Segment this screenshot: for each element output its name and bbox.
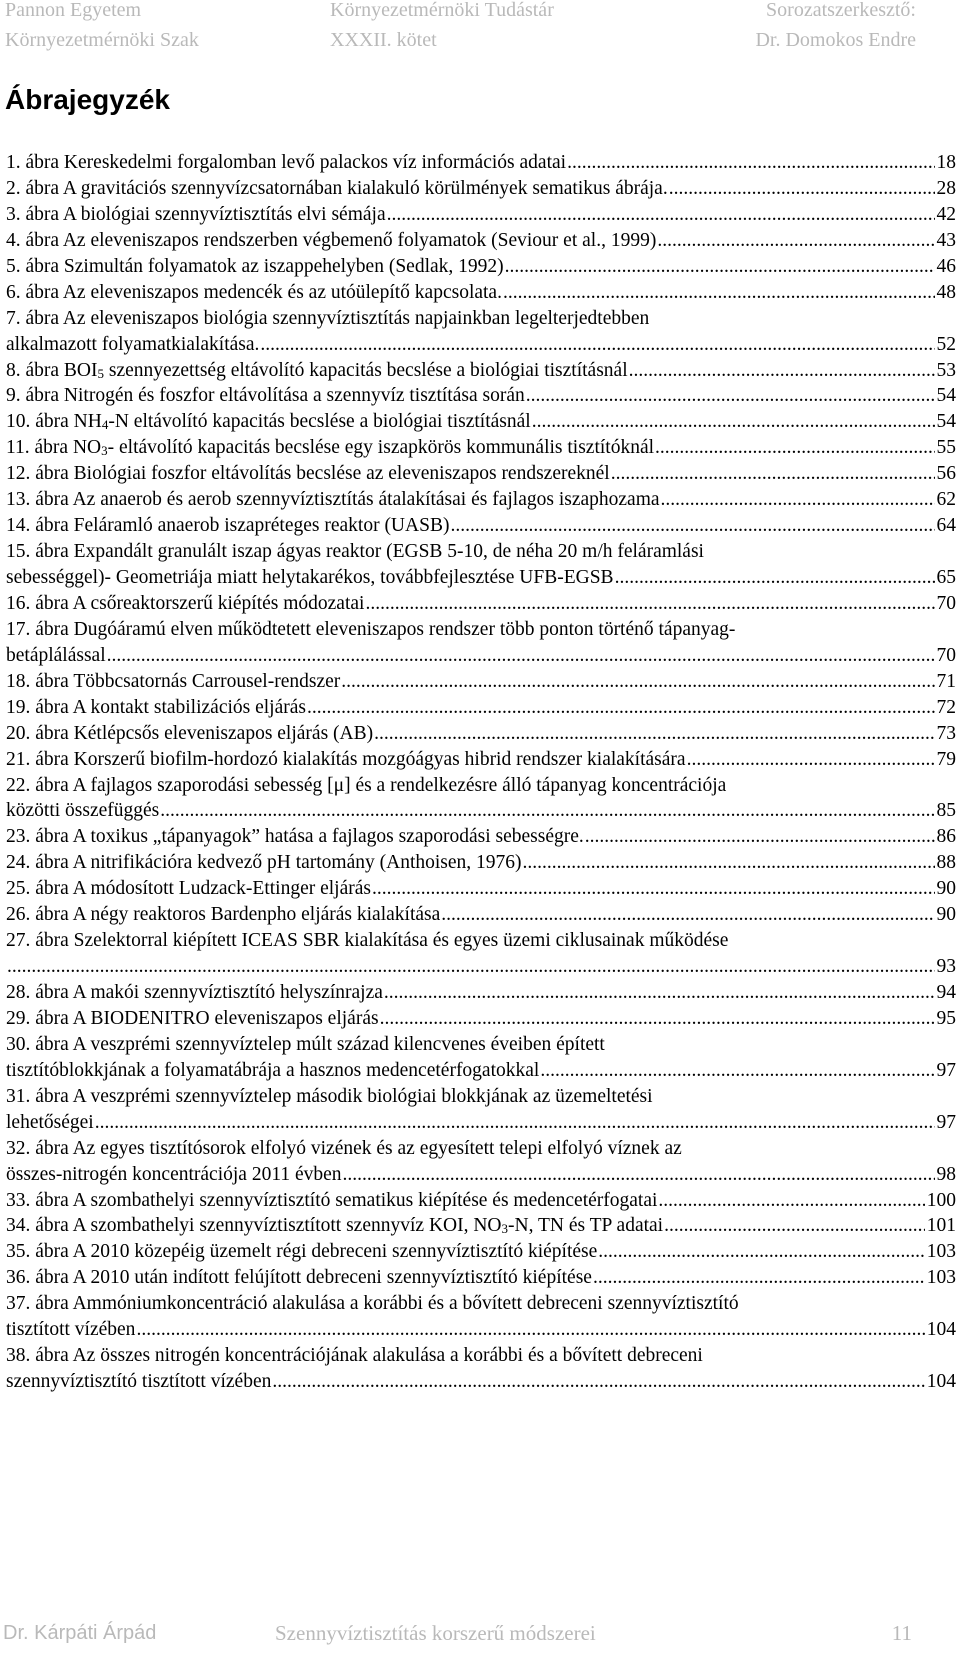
dot-leader xyxy=(629,358,935,384)
dot-leader xyxy=(160,798,934,824)
figure-entry[interactable] xyxy=(6,150,956,176)
dot-leader xyxy=(450,513,934,539)
figure-entry-row xyxy=(6,1058,956,1084)
figure-page-number: 104 xyxy=(926,1371,956,1393)
figure-entry-row xyxy=(6,747,956,773)
figure-entry[interactable] xyxy=(6,280,956,306)
figure-entry-row xyxy=(6,513,956,539)
figure-entry[interactable] xyxy=(6,513,956,539)
figure-entry-text: közötti összefüggés xyxy=(6,800,160,822)
figure-entry-text: sebességgel)- Geometriája miatt helytakarékos, továbbfejlesztése UFB-EGSB xyxy=(6,567,614,588)
figure-page-number: 18 xyxy=(936,152,956,173)
figure-entry-text: lehetőségei xyxy=(6,1111,94,1133)
dot-leader xyxy=(7,954,935,980)
figure-entry-row xyxy=(6,332,956,358)
figure-page-number: 103 xyxy=(926,1267,956,1289)
figure-entry[interactable] xyxy=(6,591,956,617)
figure-entry-text: 9. ábra Nitrogén és foszfor eltávolítása a szennyvíz tisztítása során xyxy=(6,385,525,407)
figure-entry-text: 30. ábra A veszprémi szennyvíztelep múlt század kilencvenes éveiben épített xyxy=(6,1033,605,1055)
figure-entry-row xyxy=(6,176,956,202)
figure-entry-row xyxy=(6,1188,956,1214)
figure-entry[interactable] xyxy=(6,850,956,876)
figure-entry[interactable] xyxy=(6,487,956,513)
figure-entry-row xyxy=(6,1162,956,1188)
dot-leader xyxy=(687,747,935,773)
figure-page-number: 98 xyxy=(936,1163,956,1185)
dot-leader xyxy=(655,435,934,461)
figure-entry[interactable] xyxy=(6,1084,956,1136)
figure-entry-row xyxy=(6,150,956,176)
figure-entry-row xyxy=(6,643,956,669)
figure-page-number: 46 xyxy=(936,255,956,277)
figure-entry-text: 12. ábra Biológiai foszfor eltávolítás becslése az eleveniszapos rendszereknél xyxy=(6,463,610,485)
figure-page-number: 79 xyxy=(936,748,956,770)
figure-entry-text: 33. ábra A szombathelyi szennyvíztisztító sematikus kiépítése és medencetérfogatai xyxy=(6,1189,658,1211)
figure-page-number: 85 xyxy=(936,800,956,822)
figure-entry[interactable] xyxy=(6,409,956,435)
dot-leader xyxy=(372,876,935,902)
figure-entry[interactable] xyxy=(6,461,956,487)
figure-entry-text: 16. ábra A csőreaktorszerű kiépítés módozatai xyxy=(6,592,365,614)
figure-page-number: 72 xyxy=(936,696,956,718)
figure-entry-row xyxy=(6,202,956,228)
figure-entry-text: 34. ábra A szombathelyi szennyvíztisztított szennyvíz KOI, $NO_3-N$, TN és TP adatai xyxy=(6,1215,664,1237)
figure-entry-text: 37. ábra Ammóniumkoncentráció alakulása a korábbi és a bővített debreceni szennyvíztisztító xyxy=(6,1293,739,1315)
figure-page-number: 53 xyxy=(936,359,956,381)
figure-entry[interactable] xyxy=(6,695,956,721)
dot-leader xyxy=(657,228,934,254)
figure-entry[interactable] xyxy=(6,721,956,747)
figure-page-number: 70 xyxy=(936,592,956,614)
figure-page-number: 86 xyxy=(936,826,956,848)
dot-leader xyxy=(95,1110,935,1136)
dot-leader xyxy=(669,176,935,202)
dot-leader xyxy=(526,383,935,409)
figure-page-number: 65 xyxy=(936,567,956,588)
figure-entry-row xyxy=(6,721,956,747)
figure-entry-row xyxy=(6,954,956,980)
figure-page-number: 93 xyxy=(936,956,956,978)
figure-entry-row xyxy=(6,695,956,721)
figure-entry-text: tisztítóblokkjának a folyamatábrája a hasznos medencetérfogatokkal xyxy=(6,1059,540,1081)
figure-entry-text: 32. ábra Az egyes tisztítósorok elfolyó vizének és az egyesített telepi elfolyó víznek az xyxy=(6,1137,682,1159)
figure-entry-row xyxy=(6,383,956,409)
page-title: Ábrajegyzék xyxy=(5,84,170,115)
header-department: Környezetmérnöki Szak xyxy=(5,29,199,51)
page-footer xyxy=(0,1615,960,1651)
figure-page-number: 104 xyxy=(926,1319,956,1341)
dot-leader xyxy=(272,1369,924,1395)
figure-list xyxy=(6,150,956,1395)
footer-author: Dr. Kárpáti Árpád xyxy=(3,1622,157,1644)
figure-entry-row xyxy=(6,487,956,513)
figure-entry[interactable] xyxy=(6,228,956,254)
figure-page-number: 42 xyxy=(936,203,956,225)
dot-leader xyxy=(343,1162,935,1188)
figure-entry-row xyxy=(6,1239,956,1265)
figure-entry-text: 10. ábra $NH_4-N$ eltávolító kapacitás becslése a biológiai tisztításnál xyxy=(6,411,531,433)
figure-entry[interactable] xyxy=(6,1239,956,1265)
figure-entry-text: 4. ábra Az eleveniszapos rendszerben végbemenő folyamatok (Seviour et al., 1999) xyxy=(6,229,657,251)
figure-entry-text: 8. ábra $BOI_5$ szennyezettség eltávolító kapacitás becslése a biológiai tisztításnál xyxy=(6,359,628,381)
figure-entry-text: 6. ábra Az eleveniszapos medencék és az utóülepítő kapcsolata. xyxy=(6,281,502,303)
dot-leader xyxy=(615,565,935,591)
figure-entry-text: tisztított vízében xyxy=(6,1319,136,1341)
figure-entry-row xyxy=(6,461,956,487)
figure-entry-row xyxy=(6,798,956,824)
footer-book-title: Szennyvíztisztítás korszerű módszerei xyxy=(275,1621,596,1645)
figure-entry[interactable] xyxy=(6,306,956,358)
figure-page-number: 101 xyxy=(926,1215,956,1237)
figure-page-number: 55 xyxy=(936,437,956,459)
dot-leader xyxy=(441,902,934,928)
figure-entry-text: 20. ábra Kétlépcsős eleveniszapos eljárás (AB) xyxy=(6,722,374,744)
figure-entry-text: 24. ábra A nitrifikációra kedvező pH tartomány (Anthoisen, 1976) xyxy=(6,852,522,874)
figure-entry-row xyxy=(6,1317,956,1343)
figure-page-number: 100 xyxy=(926,1189,956,1211)
figure-page-number: 94 xyxy=(936,982,956,1003)
figure-entry[interactable] xyxy=(6,1213,956,1239)
dot-leader xyxy=(611,461,935,487)
figure-entry-text: 26. ábra A négy reaktoros Bardenpho eljárás kialakítása xyxy=(6,904,441,926)
figure-entry[interactable] xyxy=(6,176,956,202)
figure-entry-text: 2. ábra A gravitációs szennyvízcsatornában kialakuló körülmények sematikus ábrája. xyxy=(6,177,668,199)
figure-entry-row xyxy=(6,980,956,1006)
figure-entry-row xyxy=(6,824,956,850)
figure-entry[interactable] xyxy=(6,824,956,850)
header-series: Környezetmérnöki Tudástár xyxy=(330,0,554,21)
dot-leader xyxy=(598,1239,924,1265)
figure-page-number: 54 xyxy=(936,411,956,433)
dot-leader xyxy=(661,487,935,513)
figure-entry[interactable] xyxy=(6,1188,956,1214)
header-row-1 xyxy=(0,0,960,25)
figure-entry-row xyxy=(6,409,956,435)
figure-entry-text: 5. ábra Szimultán folyamatok az iszappehelyben (Sedlak, 1992) xyxy=(6,255,504,277)
figure-entry-text: 31. ábra A veszprémi szennyvíztelep második biológiai blokkjának az üzemeltetési xyxy=(6,1085,653,1107)
figure-entry-row xyxy=(6,591,956,617)
figure-entry-row xyxy=(6,1265,956,1291)
figure-entry-text: összes-nitrogén koncentrációja 2011 évben xyxy=(6,1163,342,1185)
figure-entry-text: alkalmazott folyamatkialakítása. xyxy=(6,333,260,355)
figure-entry[interactable] xyxy=(6,876,956,902)
page-header xyxy=(0,0,960,60)
figure-page-number: 52 xyxy=(936,333,956,355)
figure-page-number: 71 xyxy=(936,670,956,692)
figure-page-number: 73 xyxy=(936,722,956,744)
dot-leader xyxy=(505,254,935,280)
figure-entry-row xyxy=(6,1110,956,1136)
figure-entry-text: 15. ábra Expandált granulált iszap ágyas reaktor (EGSB 5-10, de néha 20 m/h feláramlási xyxy=(6,541,704,563)
figure-page-number: 88 xyxy=(936,852,956,874)
dot-leader xyxy=(567,150,934,176)
figure-page-number: 64 xyxy=(936,515,956,537)
figure-entry[interactable] xyxy=(6,435,956,461)
figure-entry-text: 17. ábra Dugóáramú elven működtetett eleveniszapos rendszer több ponton történő tápanyag- xyxy=(6,618,736,640)
dot-leader xyxy=(532,409,935,435)
dot-leader xyxy=(107,643,935,669)
figure-entry-text: 29. ábra A BIODENITRO eleveniszapos eljárás xyxy=(6,1007,379,1029)
dot-leader xyxy=(341,669,934,695)
figure-entry-row xyxy=(6,280,956,306)
figure-page-number: 62 xyxy=(936,489,956,511)
dot-leader xyxy=(540,1058,934,1084)
figure-entry-text: 27. ábra Szelektorral kiépített ICEAS SBR kialakítása és egyes üzemi ciklusainak működése xyxy=(6,930,729,952)
figure-entry-text: 1. ábra Kereskedelmi forgalomban levő palackos víz információs adatai xyxy=(6,152,567,173)
figure-entry-row xyxy=(6,565,956,591)
figure-entry-text: 22. ábra A fajlagos szaporodási sebesség [μ] és a rendelkezésre álló tápanyag koncentrációja xyxy=(6,774,727,796)
dot-leader xyxy=(523,850,935,876)
figure-entry-row xyxy=(6,435,956,461)
figure-entry-row xyxy=(6,254,956,280)
figure-entry-row xyxy=(6,1213,956,1239)
figure-entry[interactable] xyxy=(6,1343,956,1395)
figure-entry[interactable] xyxy=(6,1006,956,1032)
dot-leader xyxy=(260,332,934,358)
figure-entry-text: 25. ábra A módosított Ludzack-Ettinger eljárás xyxy=(6,878,371,900)
figure-entry-text: 35. ábra A 2010 közepéig üzemelt régi debreceni szennyvíztisztító kiépítése xyxy=(6,1241,598,1263)
figure-entry-text: 18. ábra Többcsatornás Carrousel-rendszer xyxy=(6,670,341,692)
figure-entry[interactable] xyxy=(6,539,956,591)
figure-entry[interactable] xyxy=(6,747,956,773)
figure-entry[interactable] xyxy=(6,980,956,1006)
figure-entry[interactable] xyxy=(6,1032,956,1084)
dot-leader xyxy=(384,980,935,1006)
header-editor-name: Dr. Domokos Endre xyxy=(755,29,916,51)
figure-page-number: 54 xyxy=(936,385,956,407)
figure-page-number: 103 xyxy=(926,1241,956,1263)
footer-page-number: 11 xyxy=(891,1621,912,1645)
dot-leader xyxy=(664,1213,925,1239)
figure-entry-row xyxy=(6,902,956,928)
figure-entry-text: 21. ábra Korszerű biofilm-hordozó kialakítás mozgóágyas hibrid rendszer kialakítására xyxy=(6,748,686,770)
figure-page-number: 56 xyxy=(936,463,956,485)
figure-entry[interactable] xyxy=(6,617,956,669)
figure-entry[interactable] xyxy=(6,902,956,928)
figure-entry-text: 7. ábra Az eleveniszapos biológia szennyvíztisztítás napjainkban legelterjedtebben xyxy=(6,307,650,329)
dot-leader xyxy=(374,721,934,747)
figure-page-number: 97 xyxy=(936,1059,956,1081)
figure-entry-row xyxy=(6,358,956,384)
figure-page-number: 90 xyxy=(936,904,956,926)
dot-leader xyxy=(307,695,935,721)
figure-entry[interactable] xyxy=(6,1136,956,1188)
dot-leader xyxy=(658,1188,924,1214)
figure-entry-text: 38. ábra Az összes nitrogén koncentrációjának alakulása a korábbi és a bővített debreceni xyxy=(6,1345,703,1367)
figure-entry-text: 13. ábra Az anaerob és aerob szennyvíztisztítás átalakításai és fajlagos iszaphozama xyxy=(6,489,660,511)
figure-page-number: 70 xyxy=(936,644,956,666)
header-university: Pannon Egyetem xyxy=(5,0,142,21)
dot-leader xyxy=(593,1265,925,1291)
figure-entry[interactable] xyxy=(6,1291,956,1343)
dot-leader xyxy=(365,591,934,617)
figure-entry-row xyxy=(6,850,956,876)
header-editor-label: Sorozatszerkesztő: xyxy=(766,0,916,21)
figure-entry[interactable] xyxy=(6,202,956,228)
figure-page-number: 28 xyxy=(936,177,956,199)
figure-entry-text: szennyvíztisztító tisztított vízében xyxy=(6,1371,272,1393)
figure-entry-text: 3. ábra A biológiai szennyvíztisztítás elvi sémája xyxy=(6,203,386,225)
figure-entry[interactable] xyxy=(6,773,956,825)
figure-entry[interactable] xyxy=(6,383,956,409)
figure-entry[interactable] xyxy=(6,1265,956,1291)
dot-leader xyxy=(136,1317,924,1343)
figure-page-number: 90 xyxy=(936,878,956,900)
figure-entry-row xyxy=(6,1369,956,1395)
figure-entry[interactable] xyxy=(6,254,956,280)
figure-entry-row xyxy=(6,1006,956,1032)
figure-entry-text: 19. ábra A kontakt stabilizációs eljárás xyxy=(6,696,306,718)
figure-page-number: 97 xyxy=(936,1111,956,1133)
header-row-2 xyxy=(0,25,960,55)
figure-entry[interactable] xyxy=(6,669,956,695)
figure-entry-text: betáplálással xyxy=(6,644,106,666)
figure-entry-text: 36. ábra A 2010 után indított felújított debreceni szennyvíztisztító kiépítése xyxy=(6,1267,592,1289)
figure-page-number: 95 xyxy=(936,1007,956,1029)
figure-entry-row xyxy=(6,876,956,902)
figure-entry-text: 11. ábra $NO_3-$ eltávolító kapacitás becslése egy iszapkörös kommunális tisztítóknál xyxy=(6,437,655,459)
dot-leader xyxy=(380,1006,935,1032)
figure-entry-row xyxy=(6,228,956,254)
dot-leader xyxy=(387,202,935,228)
figure-entry-row xyxy=(6,669,956,695)
figure-entry[interactable] xyxy=(6,358,956,384)
figure-page-number: 48 xyxy=(936,281,956,303)
figure-entry-text: 28. ábra A makói szennyvíztisztító helyszínrajza xyxy=(6,982,383,1003)
figure-entry-text: 23. ábra A toxikus „tápanyagok” hatása a fajlagos szaporodási sebességre. xyxy=(6,826,584,848)
dot-leader xyxy=(585,824,935,850)
header-volume: XXXII. kötet xyxy=(330,29,437,51)
dot-leader xyxy=(503,280,935,306)
figure-entry-text: 14. ábra Feláramló anaerob iszapréteges reaktor (UASB) xyxy=(6,515,450,537)
figure-entry[interactable] xyxy=(6,928,956,980)
figure-page-number: 43 xyxy=(936,229,956,251)
